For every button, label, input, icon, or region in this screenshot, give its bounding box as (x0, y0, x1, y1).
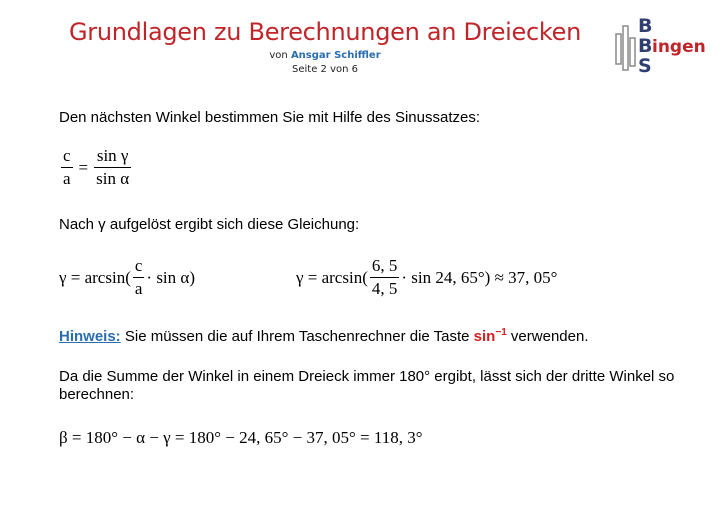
fraction-c-over-a (133, 257, 145, 298)
fraction-numerator: c (133, 257, 145, 278)
author-name: Ansgar Schiffler (290, 50, 381, 61)
hint-key-label: sin (473, 328, 496, 345)
gamma-formula-numeric (296, 257, 557, 298)
fraction-denominator: a (134, 279, 143, 298)
beta-formula: β = 180° − α − γ = 180° − 24, 65° − 37, 05° = 118, 3° (59, 428, 423, 447)
fraction-sin-gamma-over-sin-alpha (94, 147, 131, 188)
page-title: Grundlagen zu Berechnungen an Dreiecken (68, 18, 582, 46)
logo-bars-icon (616, 26, 635, 70)
sine-law-formula (59, 147, 133, 188)
fraction-denominator: a (63, 169, 71, 188)
fraction-denominator: sin α (96, 169, 130, 188)
fraction-c-over-a (61, 147, 73, 188)
intro-text: Den nächsten Winkel bestimmen Sie mit Hilfe des Sinussatzes: (59, 109, 481, 126)
hint-text-before: Sie müssen die auf Ihrem Taschenrechner die Taste (120, 328, 474, 345)
logo-word: ingen (652, 37, 706, 57)
logo-letter-2: B (638, 35, 653, 57)
fraction-numerator: 6, 5 (370, 257, 400, 278)
logo-letter-3: S (638, 55, 652, 76)
byline (0, 50, 650, 61)
equals-sign: = (78, 157, 89, 177)
byline-prefix: von (269, 50, 288, 61)
hint-label: Hinweis: (59, 328, 121, 345)
formula-rest: · sin α) (146, 267, 195, 287)
fraction-numerator: c (61, 147, 73, 168)
fraction-denominator: 4, 5 (371, 279, 398, 298)
bbs-bingen-logo (612, 14, 724, 76)
formula-lhs: γ = arcsin( (296, 267, 368, 287)
fraction-numeric (370, 257, 400, 298)
fraction-numerator: sin γ (94, 147, 131, 168)
formula-rest: · sin 24, 65°) ≈ 37, 05° (401, 267, 558, 287)
gamma-formula-general (59, 257, 195, 298)
solve-text: Nach γ aufgelöst ergibt sich diese Gleichung: (59, 216, 360, 233)
hint-paragraph (59, 327, 588, 345)
hint-text-after: verwenden. (506, 328, 589, 345)
sum-text-line-1: Da die Summe der Winkel in einem Dreieck immer 180° ergibt, lässt sich der dritte Winkel so (59, 368, 675, 385)
sum-text-line-2: berechnen: (59, 386, 135, 403)
hint-key-superscript: −1 (495, 327, 507, 338)
logo-letter-1: B (638, 15, 653, 37)
hint-key (474, 328, 507, 345)
page-info: Seite 2 von 6 (292, 64, 358, 75)
formula-lhs: γ = arcsin( (59, 267, 131, 287)
